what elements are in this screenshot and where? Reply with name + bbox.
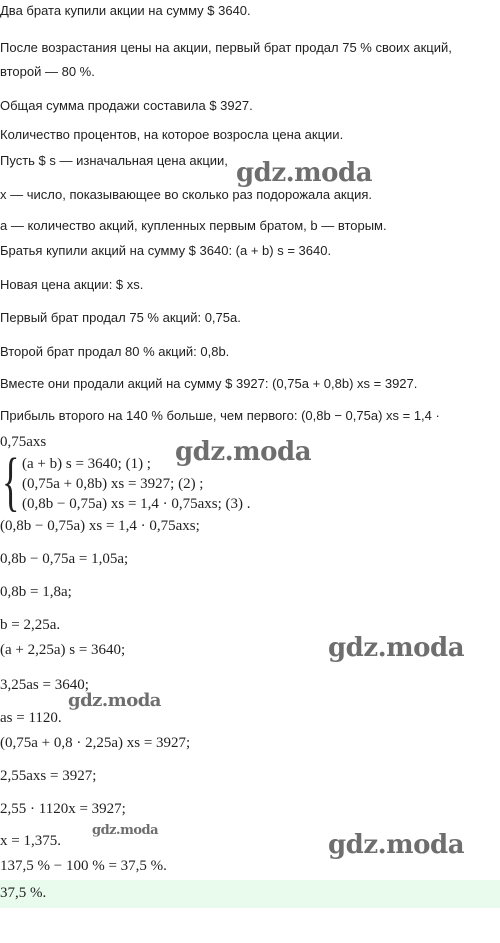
system-equation-3: (0,8b − 0,75a) xs = 1,4 · 0,75axs; (3) . bbox=[22, 496, 251, 512]
system-brace: { bbox=[2, 445, 20, 518]
step-12: 137,5 % − 100 % = 37,5 %. bbox=[0, 858, 167, 874]
variables-a-b-definition: a — количество акций, купленных первым братом, b — вторым. bbox=[0, 218, 387, 233]
variable-x-definition: x — число, показывающее во сколько раз подорожала акция. bbox=[0, 187, 372, 202]
problem-statement-line-1: Два брата купили акции на сумму $ 3640. bbox=[0, 3, 251, 18]
watermark: gdz.moda bbox=[68, 690, 161, 711]
question-line: Количество процентов, на которое возросла цена акции. bbox=[0, 127, 344, 142]
first-brother-sold-line: Первый брат продал 75 % акций: 0,75a. bbox=[0, 310, 241, 325]
step-8: (0,75a + 0,8 · 2,25a) xs = 3927; bbox=[0, 735, 191, 751]
step-4: b = 2,25a. bbox=[0, 617, 61, 633]
total-purchase-equation: Братья купили акций на сумму $ 3640: (a + b) s = 3640. bbox=[0, 243, 332, 258]
answer-highlight bbox=[0, 880, 500, 908]
system-equation-2: (0,75a + 0,8b) xs = 3927; (2) ; bbox=[22, 476, 204, 492]
watermark: gdz.moda bbox=[92, 823, 159, 838]
step-6: 3,25as = 3640; bbox=[0, 677, 89, 693]
step-3: 0,8b = 1,8a; bbox=[0, 584, 72, 600]
step-10: 2,55 · 1120x = 3927; bbox=[0, 801, 126, 817]
system-equation-1: (a + b) s = 3640; (1) ; bbox=[22, 456, 151, 472]
variable-s-definition: Пусть $ s — изначальная цена акции, bbox=[0, 153, 228, 168]
second-brother-sold-line: Второй брат продал 80 % акций: 0,8b. bbox=[0, 344, 230, 359]
profit-condition-line: Прибыль второго на 140 % больше, чем первого: (0,8b − 0,75a) xs = 1,4 · bbox=[0, 408, 440, 423]
step-5: (a + 2,25a) s = 3640; bbox=[0, 642, 126, 658]
new-price-line: Новая цена акции: $ xs. bbox=[0, 277, 144, 292]
watermark: gdz.moda bbox=[328, 830, 465, 860]
step-1: (0,8b − 0,75a) xs = 1,4 · 0,75axs; bbox=[0, 518, 200, 534]
watermark: gdz.moda bbox=[328, 633, 465, 663]
problem-statement-line-2: После возрастания цены на акции, первый брат продал 75 % своих акций, bbox=[0, 40, 452, 55]
problem-statement-line-4: Общая сумма продажи составила $ 3927. bbox=[0, 98, 253, 113]
answer-text: 37,5 %. bbox=[0, 885, 47, 901]
step-7: as = 1120. bbox=[0, 710, 62, 726]
profit-condition-continuation: 0,75axs bbox=[0, 434, 47, 450]
step-2: 0,8b − 0,75a = 1,05a; bbox=[0, 551, 129, 567]
step-9: 2,55axs = 3927; bbox=[0, 768, 97, 784]
problem-statement-line-3: второй — 80 %. bbox=[0, 64, 95, 79]
watermark: gdz.moda bbox=[236, 158, 373, 188]
watermark: gdz.moda bbox=[175, 437, 312, 467]
total-sale-equation: Вместе они продали акций на сумму $ 3927: (0,75a + 0,8b) xs = 3927. bbox=[0, 376, 418, 391]
step-11: x = 1,375. bbox=[0, 833, 61, 849]
